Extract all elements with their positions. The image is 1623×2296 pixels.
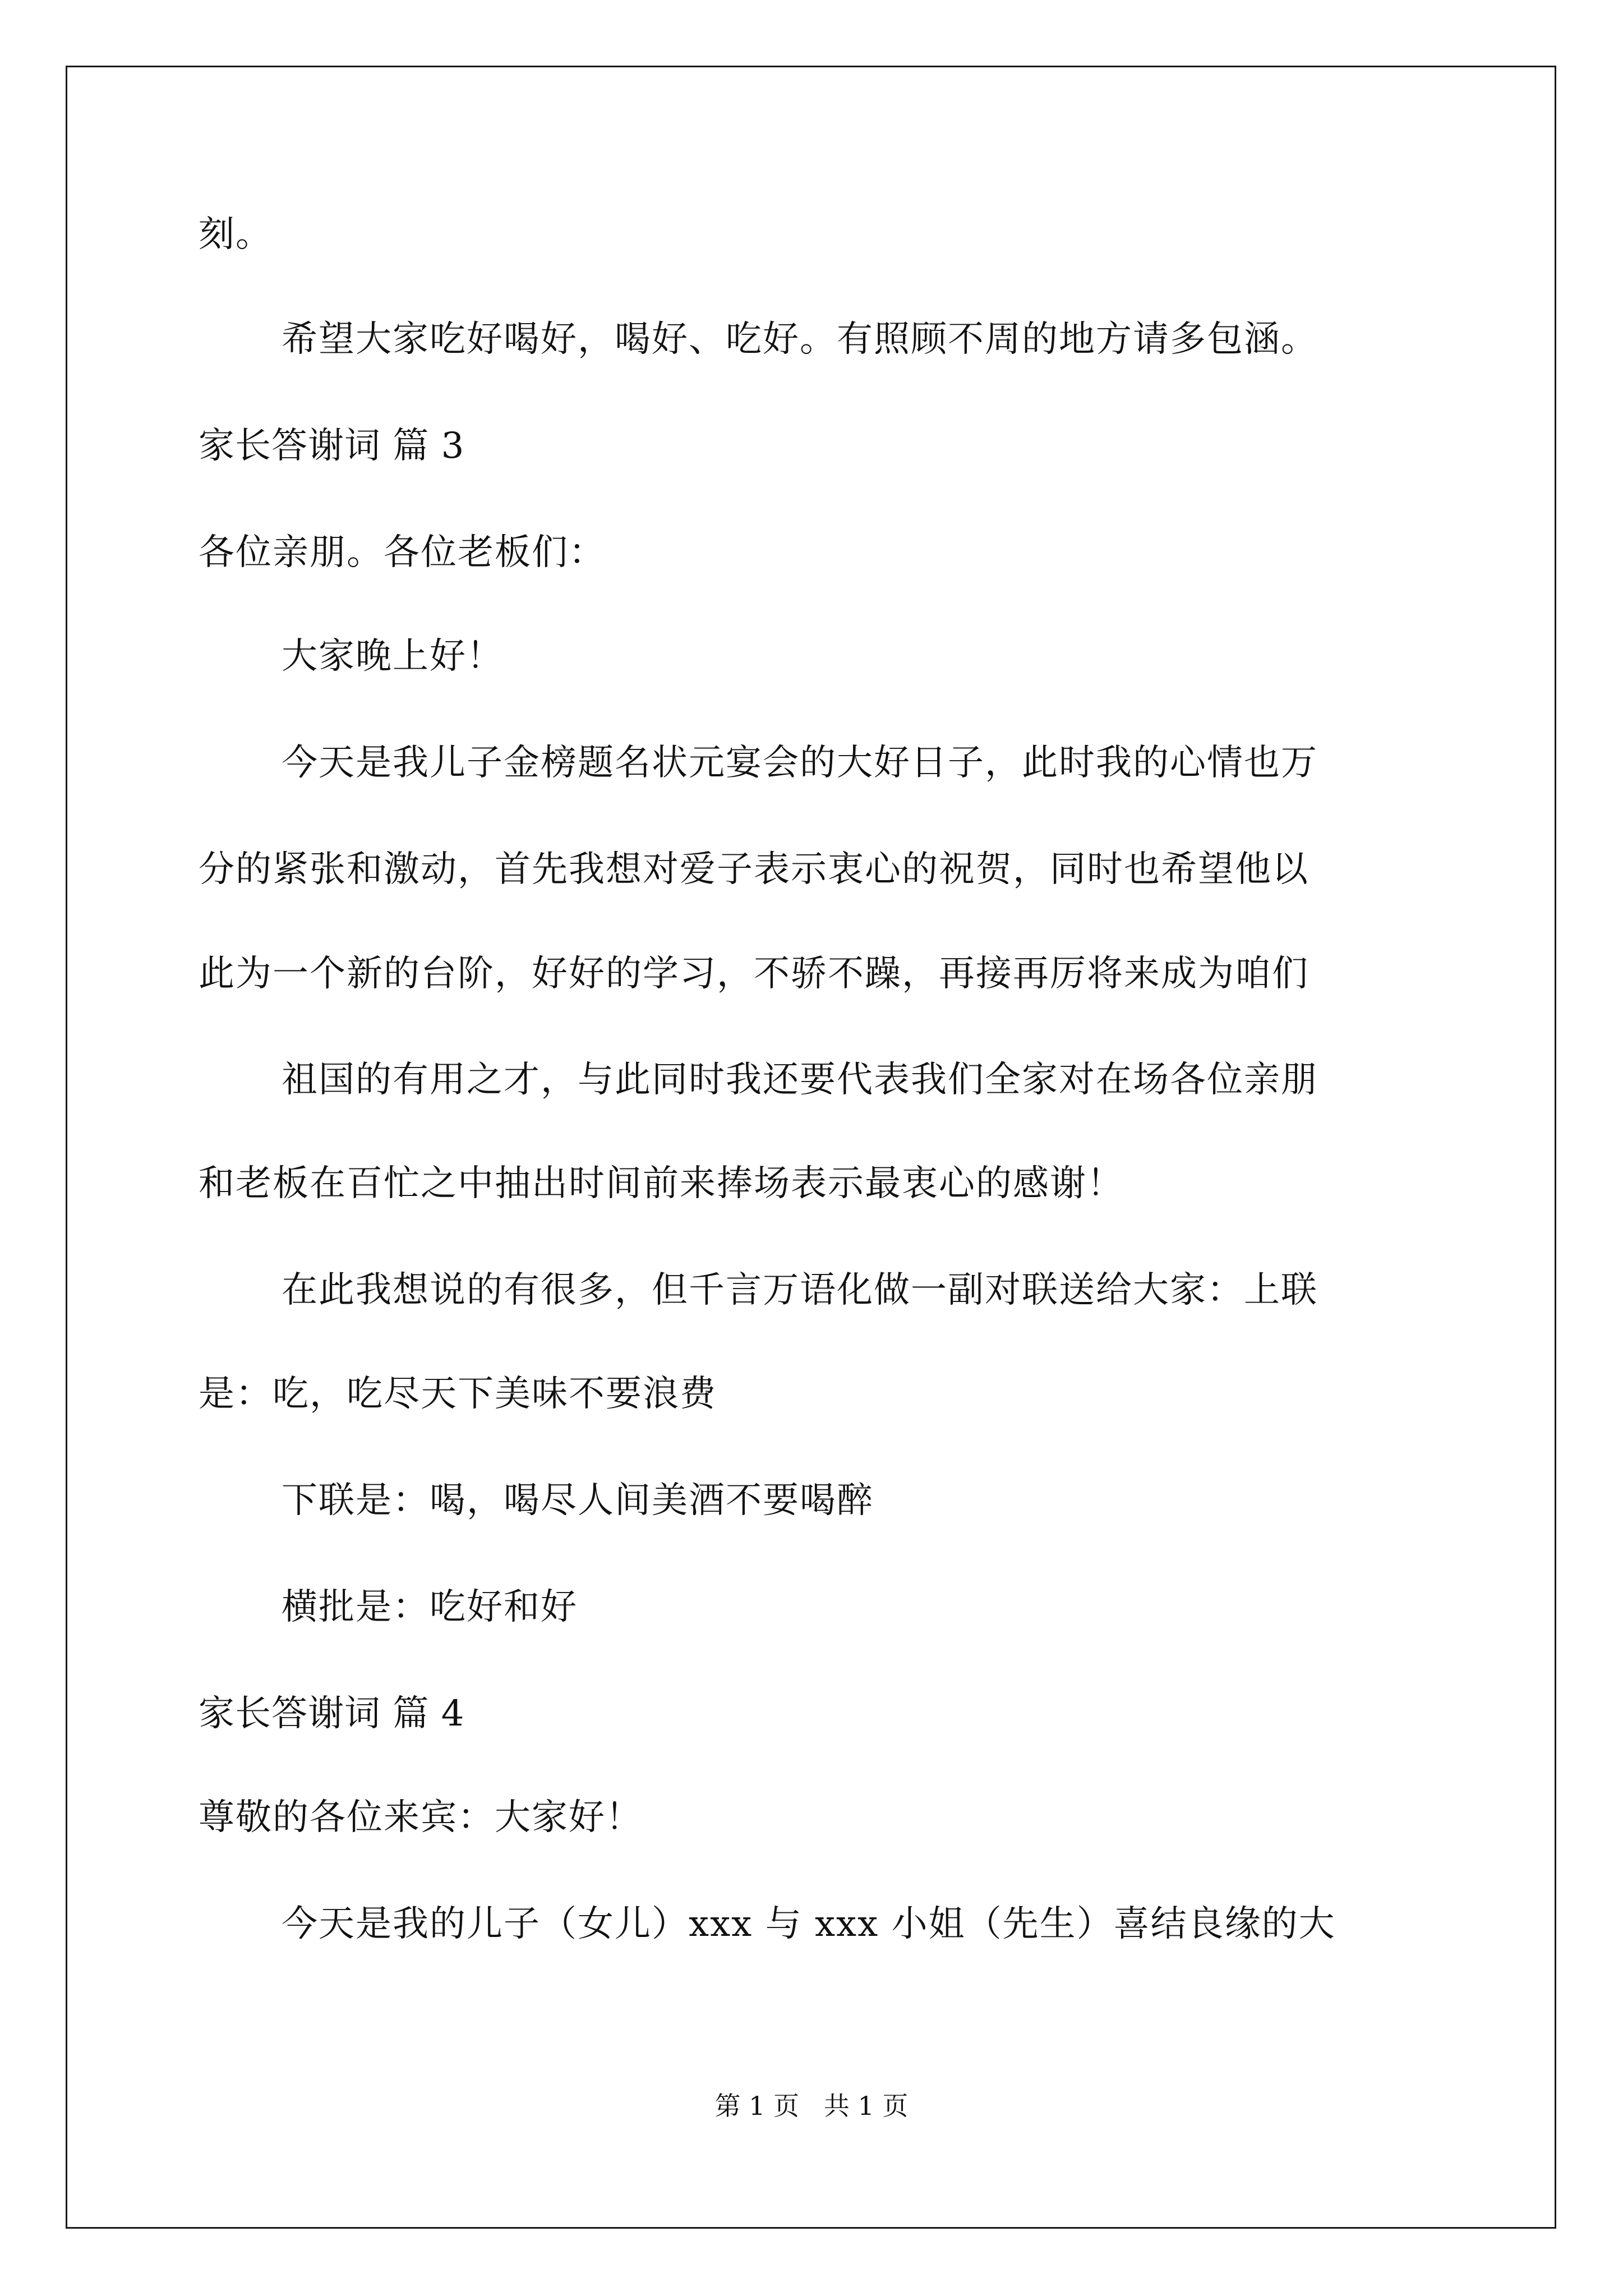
paragraph-line: 分的紧张和激动，首先我想对爱子表示衷心的祝贺，同时也希望他以 [199, 849, 1309, 890]
paragraph-line: 是：吃，吃尽天下美味不要浪费 [199, 1373, 717, 1415]
salutation: 各位亲朋。各位老板们： [199, 532, 606, 573]
paragraph-line: 希望大家吃好喝好，喝好、吃好。有照顾不周的地方请多包涵。 [282, 319, 1318, 360]
page-number-footer: 第 1 页 共 1 页 [714, 2091, 909, 2121]
paragraph-line: 在此我想说的有很多，但千言万语化做一副对联送给大家：上联 [282, 1269, 1318, 1311]
paragraph-line: 今天是我的儿子（女儿）xxx 与 xxx 小姐（先生）喜结良缘的大 [282, 1903, 1336, 1945]
paragraph-line: 此为一个新的台阶，好好的学习，不骄不躁，再接再厉将来成为咱们 [199, 953, 1309, 995]
paragraph-line: 刻。 [199, 214, 273, 255]
paragraph-line: 今天是我儿子金榜题名状元宴会的大好日子，此时我的心情也万 [282, 742, 1318, 784]
paragraph-line: 和老板在百忙之中抽出时间前来捧场表示最衷心的感谢！ [199, 1163, 1124, 1204]
salutation: 尊敬的各位来宾：大家好！ [199, 1797, 643, 1838]
paragraph-line: 大家晚上好！ [282, 636, 504, 677]
paragraph-line: 下联是：喝，喝尽人间美酒不要喝醉 [282, 1480, 874, 1521]
paragraph-line: 横批是：吃好和好 [282, 1586, 578, 1628]
section-heading: 家长答谢词 篇 4 [199, 1693, 465, 1734]
paragraph-line: 祖国的有用之才，与此同时我还要代表我们全家对在场各位亲朋 [282, 1059, 1318, 1101]
section-heading: 家长答谢词 篇 3 [199, 425, 465, 467]
